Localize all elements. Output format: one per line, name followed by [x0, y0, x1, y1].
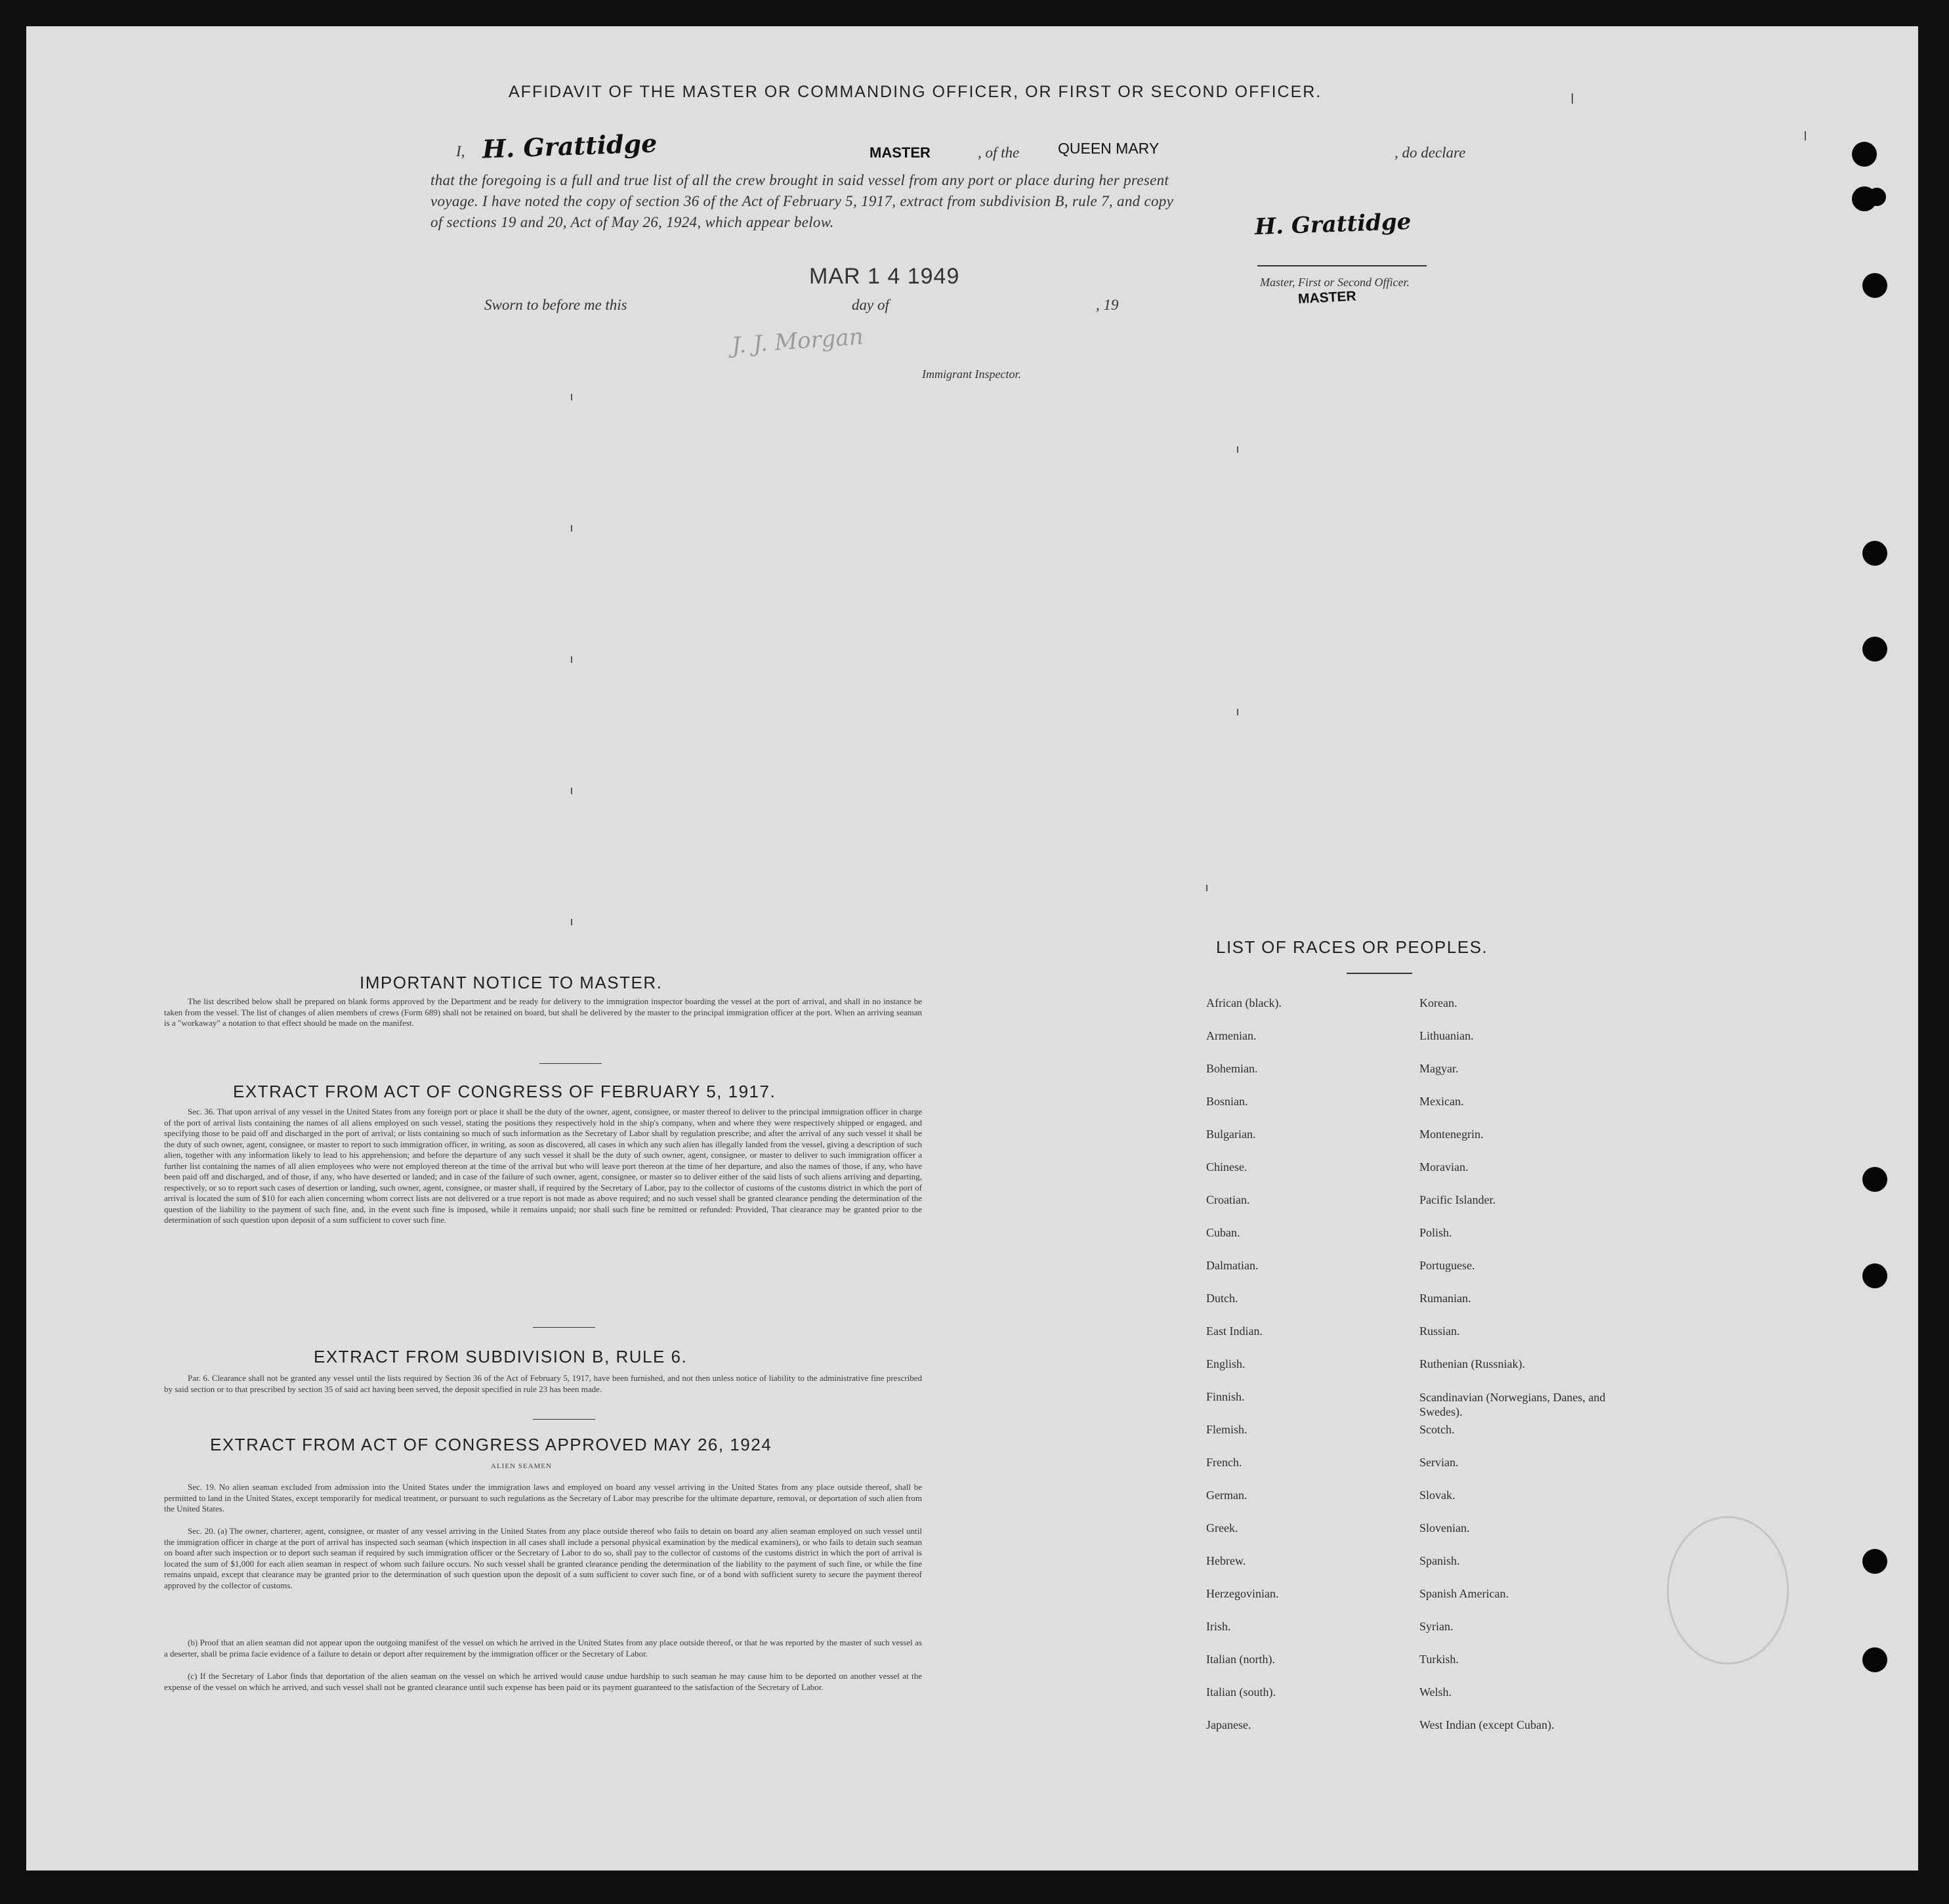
punch-hole [1852, 142, 1877, 167]
race-item: African (black). [1206, 996, 1282, 1009]
race-item: Welsh. [1419, 1685, 1452, 1699]
race-item: Japanese. [1206, 1718, 1251, 1731]
column-tick [1572, 93, 1573, 104]
race-item: Herzegovinian. [1206, 1587, 1279, 1600]
punch-hole [1862, 273, 1887, 298]
section-divider [533, 1419, 595, 1420]
column-tick [571, 788, 572, 794]
punch-hole [1862, 1167, 1887, 1192]
race-item: German. [1206, 1489, 1247, 1502]
race-item: Italian (north). [1206, 1653, 1275, 1666]
subdivision-text: Par. 6. Clearance shall not be granted any vessel until the lists required by Section 36 of the Act of February 5, 1917, have been furnished, and not then unless notice of liability to the administrative fine prescribed by said section or to that prescribed by section 35 of said act having been served, the deposit specified in rule 23 has been made. [164, 1373, 922, 1394]
races-left-column [1206, 996, 1403, 1751]
inspector-signature: J. J. Morgan [730, 324, 864, 359]
column-tick [571, 656, 572, 663]
column-tick [571, 525, 572, 532]
column-tick [1237, 709, 1238, 715]
races-title-underline [1347, 973, 1412, 974]
section-divider [539, 1063, 602, 1064]
day-of-text: day of [852, 297, 889, 313]
punch-hole [1862, 1263, 1887, 1288]
race-item: Finnish. [1206, 1390, 1245, 1403]
do-declare-text: , do declare [1394, 144, 1466, 161]
year-text: , 19 [1096, 297, 1119, 313]
affidavit-title: AFFIDAVIT OF THE MASTER OR COMMANDING OFFICER, OR FIRST OR SECOND OFFICER. [509, 83, 1322, 101]
race-item: Slovenian. [1419, 1521, 1470, 1534]
date-stamp: MAR 1 4 1949 [809, 264, 960, 289]
column-tick [571, 394, 572, 400]
affidavit-line-2: that the foregoing is a full and true list of all the crew brought in said vessel from any port or place during her present [430, 172, 1169, 188]
officer-stamp: MASTER [1297, 288, 1357, 307]
race-item: Hebrew. [1206, 1554, 1246, 1567]
race-item: Lithuanian. [1419, 1029, 1474, 1042]
race-item: Mexican. [1419, 1095, 1464, 1108]
race-item: Armenian. [1206, 1029, 1257, 1042]
race-item: Korean. [1419, 996, 1457, 1009]
circular-stamp [1667, 1516, 1789, 1664]
punch-hole [1862, 637, 1887, 662]
race-item: English. [1206, 1357, 1246, 1370]
race-item: Bohemian. [1206, 1062, 1258, 1075]
sec-20c-text: (c) If the Secretary of Labor finds that deportation of the alien seaman on the vessel on which he arrived would cause undue hardship to such seaman he may cause him to be deported on another vessel at the expense of the vessel on which he arrived, and such vessel shall not be granted clearance until such expense has been paid or its payment guaranteed to the satisfaction of the Secretary of Labor. [164, 1671, 922, 1692]
race-item: Servian. [1419, 1456, 1459, 1469]
document-sheet [26, 26, 1918, 1871]
race-item: East Indian. [1206, 1324, 1263, 1338]
race-item: Russian. [1419, 1324, 1460, 1338]
column-tick [571, 919, 572, 925]
inspector-caption: Immigrant Inspector. [922, 368, 1021, 381]
extract-1917-title: EXTRACT FROM ACT OF CONGRESS OF FEBRUARY 5, 1917. [233, 1082, 776, 1101]
subdivision-title: EXTRACT FROM SUBDIVISION B, RULE 6. [314, 1347, 688, 1366]
master-name-signature: H. Grattidge [482, 128, 658, 164]
punch-hole [1862, 1647, 1887, 1672]
of-the-text: , of the [978, 144, 1020, 161]
race-item: Bulgarian. [1206, 1128, 1256, 1141]
race-item: Turkish. [1419, 1653, 1459, 1666]
notice-text: The list described below shall be prepared on blank forms approved by the Department and be ready for delivery to the immigration inspector boarding the vessel at the port of arrival, and shall in no instance be taken from the vessel. The list of changes of alien members of crews (Form 689) shall not be retained on board, but shall be delivered by the master to the principal immigration officer at the port. When an arriving seaman is a "workaway" a notation to that effect should be made on the manifest. [164, 996, 922, 1028]
race-item: Spanish American. [1419, 1587, 1509, 1600]
race-item: Irish. [1206, 1620, 1231, 1633]
sec-20b-text: (b) Proof that an alien seaman did not appear upon the outgoing manifest of the vessel on which he arrived in the United States from any place outside thereof, or that he was reported by the master of such vessel as a deserter, shall be prima facie evidence of a failure to detain or deport after requirement by the immigration officer or the Secretary of Labor. [164, 1638, 922, 1659]
column-tick [1237, 446, 1238, 453]
race-item: Moravian. [1419, 1160, 1469, 1174]
affidavit-line-3: voyage. I have noted the copy of section 36 of the Act of February 5, 1917, extract from subdivision B, rule 7, and copy [430, 193, 1174, 209]
officer-caption: Master, First or Second Officer. [1260, 276, 1410, 289]
race-item: Cuban. [1206, 1226, 1240, 1239]
extract-1924-title: EXTRACT FROM ACT OF CONGRESS APPROVED MAY 26, 1924 [210, 1435, 772, 1454]
race-item: Rumanian. [1419, 1292, 1471, 1305]
punch-hole [1862, 1549, 1887, 1574]
sec-20a-text: Sec. 20. (a) The owner, charterer, agent, consignee, or master of any vessel arriving in the United States from any place outside thereof who fails to detain on board any alien seaman employed on such vessel until the immigration officer in charge at the port of arrival has inspected such seaman (which inspection in all cases shall include a personal physical examination by the medical examiners), or who fails to detain such seaman on board after such inspection or to deport such seaman if required by such immigration officer or the Secretary of Labor to do so, shall pay to the collector of customs of the customs district in which the port of arrival is located the sum of $1,000 for each alien seaman in respect of whom such failure occurs. No such vessel shall be granted clearance pending the determination of the liability to the payment of such fine, or while the fine remains unpaid, except that clearance may be granted prior to the determination of such question upon the deposit of a sum sufficient to cover such fine, or of a bond with sufficient surety to secure the payment thereof approved by the collector of customs. [164, 1526, 922, 1590]
officer-signature-line [1257, 265, 1427, 266]
race-item: Dutch. [1206, 1292, 1238, 1305]
race-item: Spanish. [1419, 1554, 1460, 1567]
master-signature: H. Grattidge [1254, 208, 1412, 241]
sworn-text: Sworn to before me this [484, 297, 627, 313]
ship-name-stamp: QUEEN MARY [1058, 140, 1160, 157]
race-item: Dalmatian. [1206, 1259, 1259, 1272]
race-item: Montenegrin. [1419, 1128, 1484, 1141]
race-item: Slovak. [1419, 1489, 1456, 1502]
rank-stamp: MASTER [870, 144, 931, 161]
sec-19-text: Sec. 19. No alien seaman excluded from admission into the United States under the immigration laws and employed on board any vessel arriving in the United States from any place outside thereof, shall be permitted to land in the United States, except temporarily for medical treatment, or pursuant to such regulations as the Secretary of Labor may prescribe for the ultimate departure, removal, or deportation of such alien from the United States. [164, 1482, 922, 1513]
race-item: Ruthenian (Russniak). [1419, 1357, 1525, 1370]
extract-1917-text: Sec. 36. That upon arrival of any vessel in the United States from any foreign port or place it shall be the duty of the owner, agent, consignee, or master thereof to deliver to the principal immigration officer in charge of the port of arrival lists containing the names of all aliens employed on such vessel, stating the positions they respectively hold in the ship's company, when and where they were respectively shipped or engaged, and specifying those to be paid off and discharged in the port of arrival; or lists containing so much of such information as the Secretary of Labor shall by regulation prescribe; and after the arrival of any such vessel it shall be the duty of such owner, agent, consignee, or master to report to such immigration officer, in writing, as soon as discovered, all cases in which any such alien has illegally landed from the vessel, giving a description of such alien, together with any information likely to lead to his apprehension; and before the departure of any such vessel it shall be the duty of such owner, agent, consignee, or master to deliver to such immigration officer a further list containing the names of all alien employees who were not employed thereon at the time of the arrival but who will leave port thereon at the time of her departure, and also the names of those, if any, who have been paid off and discharged, and of those, if any, who have deserted or landed; and in case of the failure of such owner, agent, consignee, or master so to deliver either of the said lists of such aliens arriving and departing, respectively, or so to report such cases of desertion or landing, such owner, agent, consignee, or master shall, if required by the Secretary of Labor, pay to the collector of customs of the customs district in which the port of arrival is located the sum of $10 for each alien concerning whom correct lists are not delivered or a true report is not made as above required; and no such vessel shall be granted clearance pending the determination of the question of the liability to the payment of such fine, and, in the event such fine is imposed, while it remains unpaid; nor shall such fine be remitted or refunded: Provided, That clearance may be granted prior to the determination of such question upon deposit of a sum sufficient to cover such fine. [164, 1107, 922, 1225]
column-tick [1805, 131, 1806, 140]
race-item: Scandinavian (Norwegians, Danes, and Swedes). [1419, 1391, 1606, 1418]
race-item: Scotch. [1419, 1423, 1455, 1436]
race-item: Bosnian. [1206, 1095, 1248, 1108]
punch-hole [1862, 541, 1887, 566]
section-divider [533, 1327, 595, 1328]
race-item: Greek. [1206, 1521, 1238, 1534]
race-item: Polish. [1419, 1226, 1452, 1239]
race-item: West Indian (except Cuban). [1419, 1718, 1555, 1731]
extract-1924-subtitle: ALIEN SEAMEN [491, 1462, 552, 1470]
race-item: Flemish. [1206, 1423, 1247, 1436]
column-tick [1206, 885, 1207, 891]
notice-title: IMPORTANT NOTICE TO MASTER. [360, 973, 663, 992]
race-item: Syrian. [1419, 1620, 1454, 1633]
races-right-column [1419, 996, 1616, 1751]
race-item: Magyar. [1419, 1062, 1459, 1075]
punch-hole [1868, 188, 1886, 206]
race-item: Croatian. [1206, 1193, 1250, 1206]
race-item: Chinese. [1206, 1160, 1247, 1174]
affidavit-line-4: of sections 19 and 20, Act of May 26, 1924, which appear below. [430, 214, 834, 230]
races-title: LIST OF RACES OR PEOPLES. [1216, 937, 1488, 957]
race-item: French. [1206, 1456, 1242, 1469]
race-item: Italian (south). [1206, 1685, 1276, 1699]
race-item: Portuguese. [1419, 1259, 1475, 1272]
race-item: Pacific Islander. [1419, 1193, 1496, 1206]
affidavit-i: I, [456, 143, 465, 159]
